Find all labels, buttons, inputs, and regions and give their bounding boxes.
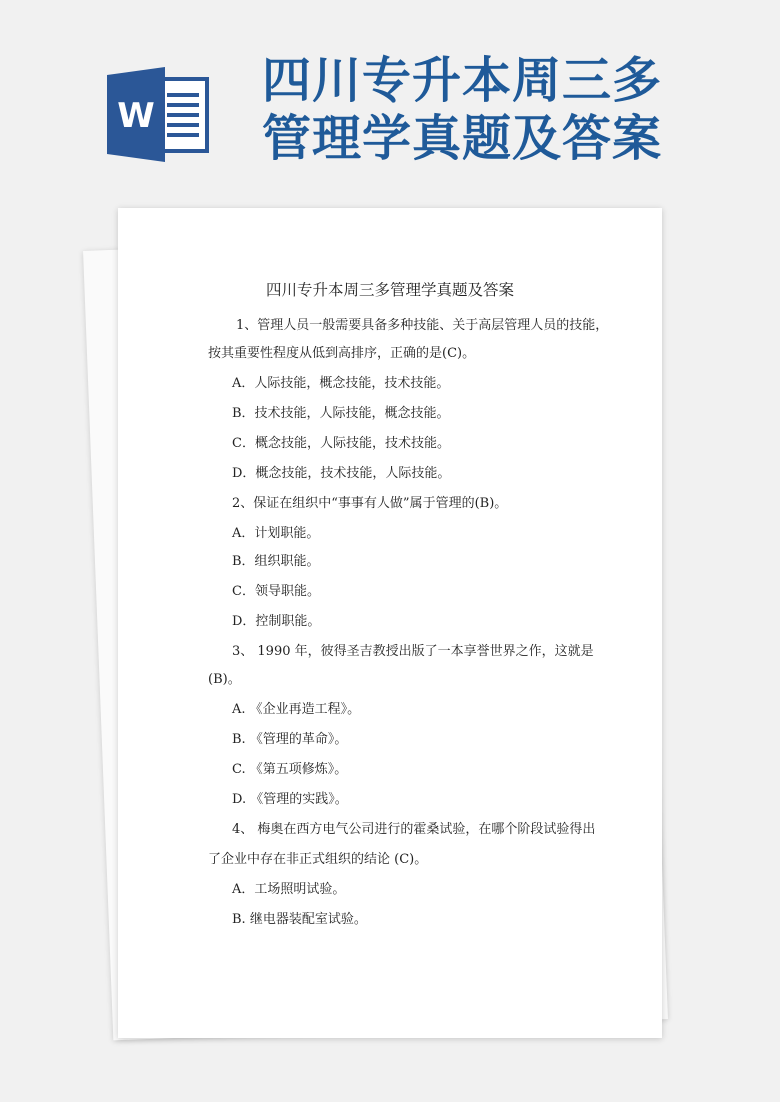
q1-option-b: B．技术技能，人际技能，概念技能。 (232, 406, 450, 421)
q3-option-a: A. 《企业再造工程》。 (232, 702, 361, 717)
headline-line-2: 管理学真题及答案 (262, 110, 663, 167)
q1-option-a: A．人际技能，概念技能，技术技能。 (232, 376, 450, 391)
q4-option-b: B. 继电器装配室试验。 (232, 912, 367, 927)
q3-option-c: C. 《第五项修炼》。 (232, 762, 348, 777)
q4-option-a: A．工场照明试验。 (232, 882, 346, 897)
q2-stem: 2、保证在组织中“事事有人做”属于管理的(B)。 (232, 496, 508, 511)
q2-option-c: C．领导职能。 (232, 584, 320, 599)
q2-option-d: D．控制职能。 (232, 614, 321, 629)
q3-option-b: B. 《管理的革命》。 (232, 732, 348, 747)
q1-stem-line-1: 1、管理人员一般需要具备多种技能、关于高层管理人员的技能， (236, 318, 609, 333)
q1-option-c: C．概念技能，人际技能，技术技能。 (232, 436, 450, 451)
q1-option-d: D．概念技能，技术技能，人际技能。 (232, 466, 451, 481)
word-icon-letter: W (117, 96, 155, 136)
word-document-icon (107, 67, 210, 162)
document-title: 四川专升本周三多管理学真题及答案 (265, 281, 514, 299)
q3-option-d: D. 《管理的实践》。 (232, 792, 348, 807)
document-page (118, 208, 662, 1038)
q4-stem-line-1: 4、 梅奥在西方电气公司进行的霍桑试验，在哪个阶段试验得出 (232, 822, 596, 837)
q2-option-b: B．组织职能。 (232, 554, 320, 569)
q3-stem-line-2: (B)。 (208, 672, 241, 687)
q2-option-a: A．计划职能。 (232, 526, 320, 541)
page-headline (262, 52, 662, 168)
headline-line-1: 四川专升本周三多 (262, 52, 663, 109)
q1-stem-line-2: 按其重要性程度从低到高排序，正确的是(C)。 (208, 346, 476, 361)
q4-stem-line-2: 了企业中存在非正式组织的结论 (C)。 (208, 852, 428, 867)
q3-stem-line-1: 3、 1990 年，彼得圣吉教授出版了一本享誉世界之作，这就是 (232, 644, 594, 659)
